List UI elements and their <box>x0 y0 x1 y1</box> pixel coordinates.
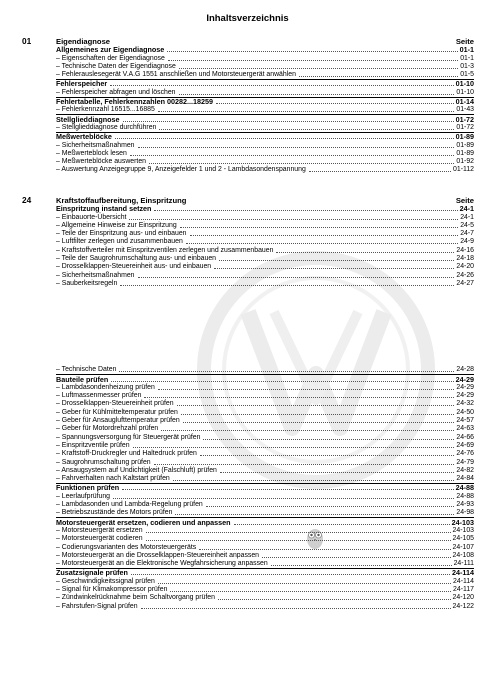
entry-label: – Eigenschaften der Eigendiagnose <box>56 54 165 62</box>
entry-page-number: 24-88 <box>455 483 474 493</box>
dot-leader <box>120 285 454 286</box>
dot-leader <box>168 60 458 61</box>
toc-subentry[interactable] <box>56 543 474 551</box>
entry-page-number: 24-114 <box>452 568 474 578</box>
entry-page-number: 24-16 <box>456 246 474 254</box>
toc-chapter-entry[interactable] <box>56 114 474 123</box>
toc-subentry[interactable] <box>56 271 474 279</box>
dot-leader <box>186 243 458 244</box>
entry-label: Einspritzung instand setzen <box>56 204 152 214</box>
dot-leader <box>158 111 455 112</box>
section-24 <box>22 195 474 288</box>
entry-label: – Codierungsvarianten des Motorsteuergeräts <box>56 543 197 551</box>
entry-page-number: 24-1 <box>460 213 474 221</box>
entry-label: – Geber für Ansauglufttemperatur prüfen <box>56 417 180 425</box>
entry-label: – Drosselklappen-Steuereinheit aus- und einbauen <box>56 263 212 271</box>
entry-page-number: 01-89 <box>456 149 474 157</box>
entry-label: – Stellglieddiagnose durchführen <box>56 123 157 131</box>
entry-label: – Kraftstoff-Druckregler und Haltedruck prüfen <box>56 450 197 458</box>
toc-subentry[interactable] <box>56 408 474 416</box>
entry-page-number: 24-103 <box>451 517 474 527</box>
entry-page-number: 24-20 <box>456 263 474 271</box>
entry-page-number: 01-14 <box>455 97 474 107</box>
dot-leader <box>179 68 458 69</box>
entry-label: – Meßwerteblöcke auswerten <box>56 158 147 166</box>
dot-leader <box>158 389 455 390</box>
entry-page-number: 24-29 <box>456 392 474 400</box>
toc-subentry[interactable] <box>56 442 474 450</box>
toc-entries <box>56 46 474 174</box>
entry-label: – Drosselklappen-Steuereinheit prüfen <box>56 400 174 408</box>
dot-leader <box>271 565 452 566</box>
dot-leader <box>110 85 453 86</box>
entry-page-number: 01-72 <box>455 114 474 124</box>
dot-leader <box>216 103 454 104</box>
entry-label: – Teile der Saugrohrumschaltung aus- und einbauen <box>56 255 216 263</box>
entry-page-number: 01-10 <box>456 88 474 96</box>
toc-subentry[interactable] <box>56 213 474 221</box>
dot-leader <box>131 574 450 575</box>
dot-leader <box>115 138 454 139</box>
page-column-header: Seite <box>455 196 474 205</box>
toc-subentry[interactable] <box>56 141 474 149</box>
entry-page-number: 24-57 <box>456 417 474 425</box>
toc-subentry[interactable] <box>56 230 474 238</box>
entry-label: – Motorsteuergerät an die Elektronische Wegfahrsicherung anpassen <box>56 560 268 568</box>
entry-page-number: 24-79 <box>456 458 474 466</box>
toc-subentry[interactable] <box>56 392 474 400</box>
entry-label: – Einspritzventile prüfen <box>56 441 130 449</box>
toc-entries <box>56 205 474 288</box>
toc-subentry[interactable] <box>56 63 474 71</box>
toc-subentry[interactable] <box>56 450 474 458</box>
entry-page-number: 24-108 <box>452 551 474 559</box>
entry-label: – Kraftstoffverteiler mit Einspritzventilen zerlegen und zusammenbauen <box>56 246 274 254</box>
section-number: 24 <box>22 195 32 205</box>
dot-leader <box>170 591 451 592</box>
dot-leader <box>299 76 458 77</box>
entry-label: Fehlertabelle, Fehlerkennzahlen 00282...18259 <box>56 97 214 107</box>
dot-leader <box>183 422 455 423</box>
toc-subentry[interactable] <box>56 71 474 79</box>
dot-leader <box>175 514 454 515</box>
toc-subentry[interactable] <box>56 433 474 441</box>
toc-chapter-entry[interactable] <box>56 79 474 88</box>
entry-label: – Luftfilter zerlegen und zusammenbauen <box>56 238 183 246</box>
toc-subentry[interactable] <box>56 222 474 230</box>
entry-page-number: 24-114 <box>453 577 474 585</box>
entry-label: – Allgemeine Hinweise zur Einspritzung <box>56 221 177 229</box>
entry-label: Allgemeines zur Eigendiagnose <box>56 45 165 55</box>
entry-page-number: 24-5 <box>460 221 474 229</box>
dot-leader <box>138 277 455 278</box>
entry-page-number: 01-43 <box>456 106 474 114</box>
entry-page-number: 01-1 <box>460 54 474 62</box>
entry-label: – Geber für Kühlmitteltemperatur prüfen <box>56 408 178 416</box>
dot-leader <box>234 524 450 525</box>
toc-subentry[interactable] <box>56 475 474 483</box>
dot-leader <box>133 447 455 448</box>
entry-page-number: 24-50 <box>456 408 474 416</box>
toc-chapter-entry[interactable] <box>56 132 474 141</box>
toc-subentry[interactable] <box>56 88 474 96</box>
toc-chapter-entry[interactable] <box>56 46 474 54</box>
dot-leader <box>181 414 455 415</box>
entry-label: Motorsteuergerät ersetzen, codieren und anpassen <box>56 517 231 527</box>
toc-subentry[interactable] <box>56 246 474 254</box>
dot-leader <box>159 129 454 130</box>
entry-page-number: 01-112 <box>453 166 474 174</box>
dot-leader <box>122 489 454 490</box>
entry-page-number: 24-120 <box>452 594 474 602</box>
toc-subentry[interactable] <box>56 458 474 466</box>
entry-page-number: 24-28 <box>456 366 474 374</box>
entry-label: – Fehlerspeicher abfragen und löschen <box>56 88 176 96</box>
entry-page-number: 24-9 <box>460 238 474 246</box>
entry-page-number: 24-66 <box>456 433 474 441</box>
entry-label: – Fehlerkennzahl 16515...16885 <box>56 106 155 114</box>
entry-page-number: 24-26 <box>456 271 474 279</box>
entry-page-number: 24-27 <box>456 279 474 287</box>
dot-leader <box>220 472 455 473</box>
entry-page-number: 01-3 <box>460 62 474 70</box>
dot-leader <box>123 121 454 122</box>
dot-leader <box>119 371 454 372</box>
dot-leader <box>130 155 455 156</box>
entry-label: – Fahrstufen-Signal prüfen <box>56 602 138 610</box>
entry-page-number: 01-10 <box>455 79 474 89</box>
dot-leader <box>219 260 454 261</box>
entry-label: – Meßwerteblock lesen <box>56 149 127 157</box>
entry-label: – Lambdasonden und Lambda-Regelung prüfen <box>56 501 203 509</box>
toc-subentry[interactable] <box>56 384 474 392</box>
page-column-header: Seite <box>455 37 474 46</box>
section-number: 01 <box>22 36 32 46</box>
entry-label: – Sauberkeitsregeln <box>56 279 118 287</box>
entry-label: – Technische Daten <box>56 366 117 374</box>
entry-label: – Geber für Motordrehzahl prüfen <box>56 425 159 433</box>
entry-label: – Motorsteuergerät ersetzen <box>56 526 143 534</box>
entry-page-number: 24-88 <box>456 492 474 500</box>
entry-label: Meßwerteblöcke <box>56 132 112 142</box>
entry-label: – Signal für Klimakompressor prüfen <box>56 586 168 594</box>
entry-label: – Geschwindigkeitssignal prüfen <box>56 577 155 585</box>
dot-leader <box>218 599 451 600</box>
dot-leader <box>149 163 454 164</box>
entry-page-number: 24-107 <box>452 543 474 551</box>
entry-page-number: 24-69 <box>456 441 474 449</box>
entry-label: – Betriebszustände des Motors prüfen <box>56 509 173 517</box>
entry-label: – Luftmassenmesser prüfen <box>56 392 142 400</box>
entry-page-number: 24-18 <box>456 255 474 263</box>
toc-subentry[interactable] <box>56 602 474 610</box>
entry-page-number: 01-1 <box>459 45 474 55</box>
page-title: Inhaltsverzeichnis <box>206 13 289 24</box>
toc-subentry[interactable] <box>56 166 474 174</box>
entry-page-number: 01-92 <box>456 158 474 166</box>
entry-label: – Saugrohrumschaltung prüfen <box>56 458 151 466</box>
entry-page-number: 24-82 <box>456 466 474 474</box>
entry-label: – Sicherheitsmaßnahmen <box>56 271 135 279</box>
dot-leader <box>167 51 457 52</box>
entry-page-number: 24-105 <box>452 535 474 543</box>
dot-leader <box>262 557 451 558</box>
section-title: Kraftstoffaufbereitung, Einspritzung <box>56 196 187 205</box>
entry-page-number: 24-7 <box>460 230 474 238</box>
dot-leader <box>179 94 455 95</box>
entry-label: – Lambdasondenheizung prüfen <box>56 383 155 391</box>
toc-chapter-entry[interactable] <box>56 568 474 577</box>
toc-subentry[interactable] <box>56 417 474 425</box>
toc-subentry[interactable] <box>56 425 474 433</box>
toc-subentry[interactable] <box>56 400 474 408</box>
toc-subentry[interactable] <box>56 467 474 475</box>
entry-label: – Sicherheitsmaßnahmen <box>56 141 135 149</box>
toc-subentry[interactable] <box>56 366 474 374</box>
entry-page-number: 24-1 <box>459 204 474 214</box>
entry-label: Zusatzsignale prüfen <box>56 568 128 578</box>
entry-page-number: 24-122 <box>452 602 474 610</box>
dot-leader <box>200 455 455 456</box>
section-01 <box>22 36 474 174</box>
dot-leader <box>199 549 450 550</box>
entry-page-number: 24-93 <box>456 501 474 509</box>
toc-subentry[interactable] <box>56 535 474 543</box>
entry-label: – Auswertung Anzeigegruppe 9, Anzeigefelder 1 und 2 - Lambdasondenspannung <box>56 166 306 174</box>
entry-label: – Ansaugsystem auf Undichtigkeit (Falschluft) prüfen <box>56 466 217 474</box>
toc-subentry[interactable] <box>56 509 474 517</box>
entry-page-number: 01-89 <box>456 141 474 149</box>
dot-leader <box>161 430 454 431</box>
toc-subentry[interactable] <box>56 501 474 509</box>
entry-label: Stellglieddiagnose <box>56 114 120 124</box>
entry-label: – Einbauorte-Übersicht <box>56 213 127 221</box>
entry-page-number: 01-5 <box>460 71 474 79</box>
toc-subentry[interactable] <box>56 255 474 263</box>
entry-label: – Zündwinkelrücknahme beim Schaltvorgang prüfen <box>56 594 215 602</box>
toc-subentry[interactable] <box>56 150 474 158</box>
dot-leader <box>146 532 451 533</box>
entry-page-number: 24-32 <box>456 400 474 408</box>
section-title: Eigendiagnose <box>56 37 111 46</box>
entry-page-number: 24-29 <box>456 383 474 391</box>
entry-page-number: 01-89 <box>455 132 474 142</box>
dot-leader <box>276 252 454 253</box>
dot-leader <box>146 540 451 541</box>
entry-page-number: 24-29 <box>455 374 474 384</box>
section-24-continued <box>22 366 474 611</box>
dot-leader <box>158 583 451 584</box>
entry-label: – Spannungsversorgung für Steuergerät prüfen <box>56 433 201 441</box>
dot-leader <box>154 464 455 465</box>
toc-chapter-entry[interactable] <box>56 517 474 526</box>
toc-subentry[interactable] <box>56 560 474 568</box>
entry-page-number: 24-117 <box>453 586 474 594</box>
entry-page-number: 24-63 <box>456 425 474 433</box>
entry-label: Funktionen prüfen <box>56 483 120 493</box>
entry-page-number: 24-76 <box>456 450 474 458</box>
dot-leader <box>177 405 455 406</box>
toc-subentry[interactable] <box>56 54 474 62</box>
entry-label: Fehlerspeicher <box>56 79 108 89</box>
toc-subentry[interactable] <box>56 492 474 500</box>
toc-subentry[interactable] <box>56 124 474 132</box>
dot-leader <box>113 498 454 499</box>
dot-leader <box>206 506 455 507</box>
toc-subentry[interactable] <box>56 106 474 114</box>
entry-label: – Fahrverhalten nach Kaltstart prüfen <box>56 475 170 483</box>
toc-subentry[interactable] <box>56 527 474 535</box>
entry-label: – Motorsteuergerät an die Drosselklappen-Steuereinheit anpassen <box>56 551 260 559</box>
entry-page-number: 24-98 <box>456 509 474 517</box>
entry-label: – Leerlaufprüfung <box>56 492 111 500</box>
toc-subentry[interactable] <box>56 594 474 602</box>
toc-subentry[interactable] <box>56 280 474 288</box>
toc-chapter-entry[interactable] <box>56 483 474 492</box>
toc-entries <box>56 366 474 611</box>
toc-subentry[interactable] <box>56 552 474 560</box>
entry-label: – Technische Daten der Eigendiagnose <box>56 62 176 70</box>
dot-leader <box>138 147 455 148</box>
dot-leader <box>180 227 459 228</box>
entry-page-number: 01-72 <box>456 123 474 131</box>
toc-chapter-entry[interactable] <box>56 374 474 383</box>
dot-leader <box>173 480 455 481</box>
toc-chapter-entry[interactable] <box>56 205 474 213</box>
toc-subentry[interactable] <box>56 158 474 166</box>
toc-subentry[interactable] <box>56 577 474 585</box>
entry-page-number: 24-111 <box>453 560 474 568</box>
dot-leader <box>144 397 454 398</box>
dot-leader <box>203 439 454 440</box>
dot-leader <box>141 608 451 609</box>
toc-subentry[interactable] <box>56 586 474 594</box>
dot-leader <box>154 210 457 211</box>
dot-leader <box>129 219 458 220</box>
entry-label: Bauteile prüfen <box>56 374 109 384</box>
entry-page-number: 24-84 <box>456 475 474 483</box>
entry-label: – Teile der Einspritzung aus- und einbauen <box>56 230 187 238</box>
dot-leader <box>309 171 451 172</box>
dot-leader <box>111 381 453 382</box>
entry-page-number: 24-103 <box>452 526 474 534</box>
dot-leader <box>214 268 454 269</box>
toc-subentry[interactable] <box>56 238 474 246</box>
toc-subentry[interactable] <box>56 263 474 271</box>
entry-label: – Motorsteuergerät codieren <box>56 535 143 543</box>
dot-leader <box>190 235 459 236</box>
toc-chapter-entry[interactable] <box>56 97 474 106</box>
entry-label: – Fehlerauslesegerät V.A.G 1551 anschließen und Motorsteuergerät anwählen <box>56 71 296 79</box>
